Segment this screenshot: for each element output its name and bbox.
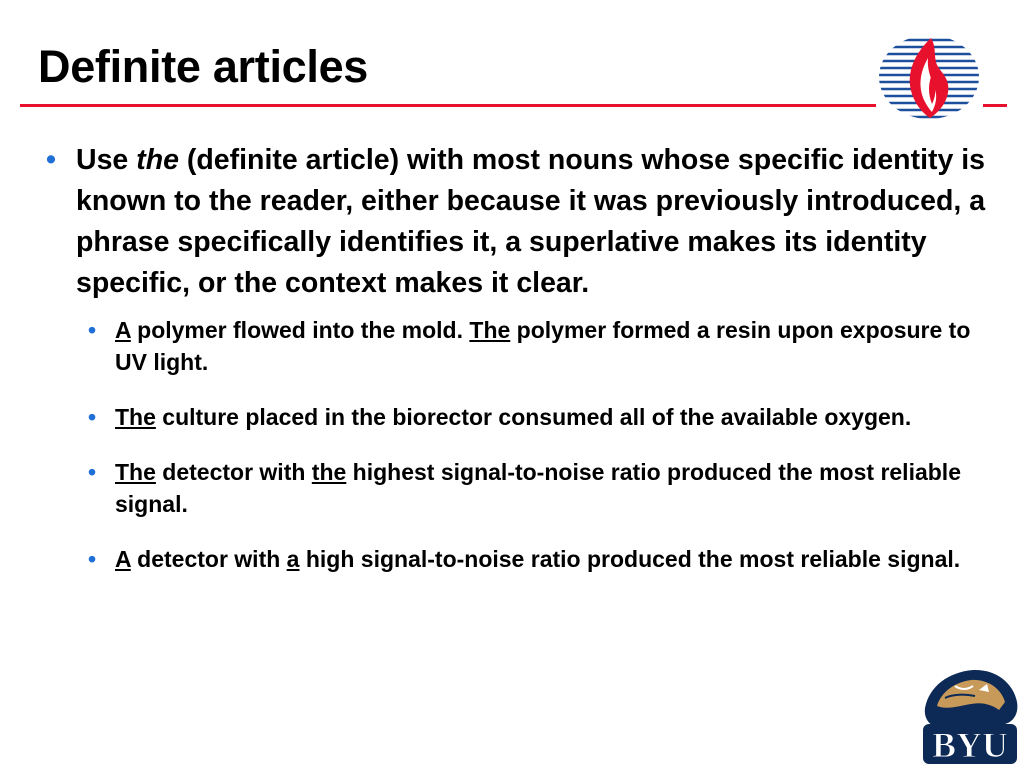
main-use-word: Use xyxy=(76,144,129,176)
example-bullet-2 xyxy=(88,401,986,433)
example-bullet-4 xyxy=(88,543,986,575)
example-3-text-2: highest signal-to-noise ratio produced the most reliable signal. xyxy=(115,459,961,517)
main-rest-text: (definite article) with most nouns whose specific identity is known to the reader, either because it was previously introduced, a phrase specifically identifies it, a superlative makes its identity specific, or the context makes it clear. xyxy=(76,144,986,299)
bullet-icon: • xyxy=(88,404,97,430)
main-the-italic: the xyxy=(136,144,179,176)
example-bullet-1 xyxy=(88,314,986,378)
bullet-icon: • xyxy=(88,317,97,343)
main-bullet xyxy=(46,140,986,304)
example-2-article-1: The xyxy=(115,404,156,430)
byu-badge-text: BYU xyxy=(931,725,1009,765)
flame-logo-icon xyxy=(876,34,982,120)
slide-title: Definite articles xyxy=(38,41,369,92)
title-underline xyxy=(20,104,876,107)
example-1-text-2: polymer formed a resin upon exposure to UV light. xyxy=(115,317,971,375)
example-1-article-1: A xyxy=(115,317,131,343)
slide-body xyxy=(46,140,986,598)
example-2-text-1: culture placed in the biorector consumed all of the available oxygen. xyxy=(155,404,912,430)
example-4-text-1: detector with xyxy=(130,546,287,572)
example-3-article-2: the xyxy=(311,459,347,485)
bullet-icon: • xyxy=(88,459,97,485)
byu-cougar-logo-icon xyxy=(915,664,1021,768)
example-1-article-2: The xyxy=(469,317,511,343)
example-4-text-2: high signal-to-noise ratio produced the most reliable signal. xyxy=(299,546,961,572)
example-4-article-1: A xyxy=(115,546,131,572)
bullet-icon: • xyxy=(46,144,56,176)
example-bullet-3 xyxy=(88,456,986,520)
example-3-article-1: The xyxy=(115,459,156,485)
title-underline-end xyxy=(983,104,1007,107)
example-4-article-2: a xyxy=(286,546,300,572)
bullet-icon: • xyxy=(88,546,97,572)
example-3-text-1: detector with xyxy=(155,459,312,485)
example-1-text-1: polymer flowed into the mold. xyxy=(130,317,470,343)
